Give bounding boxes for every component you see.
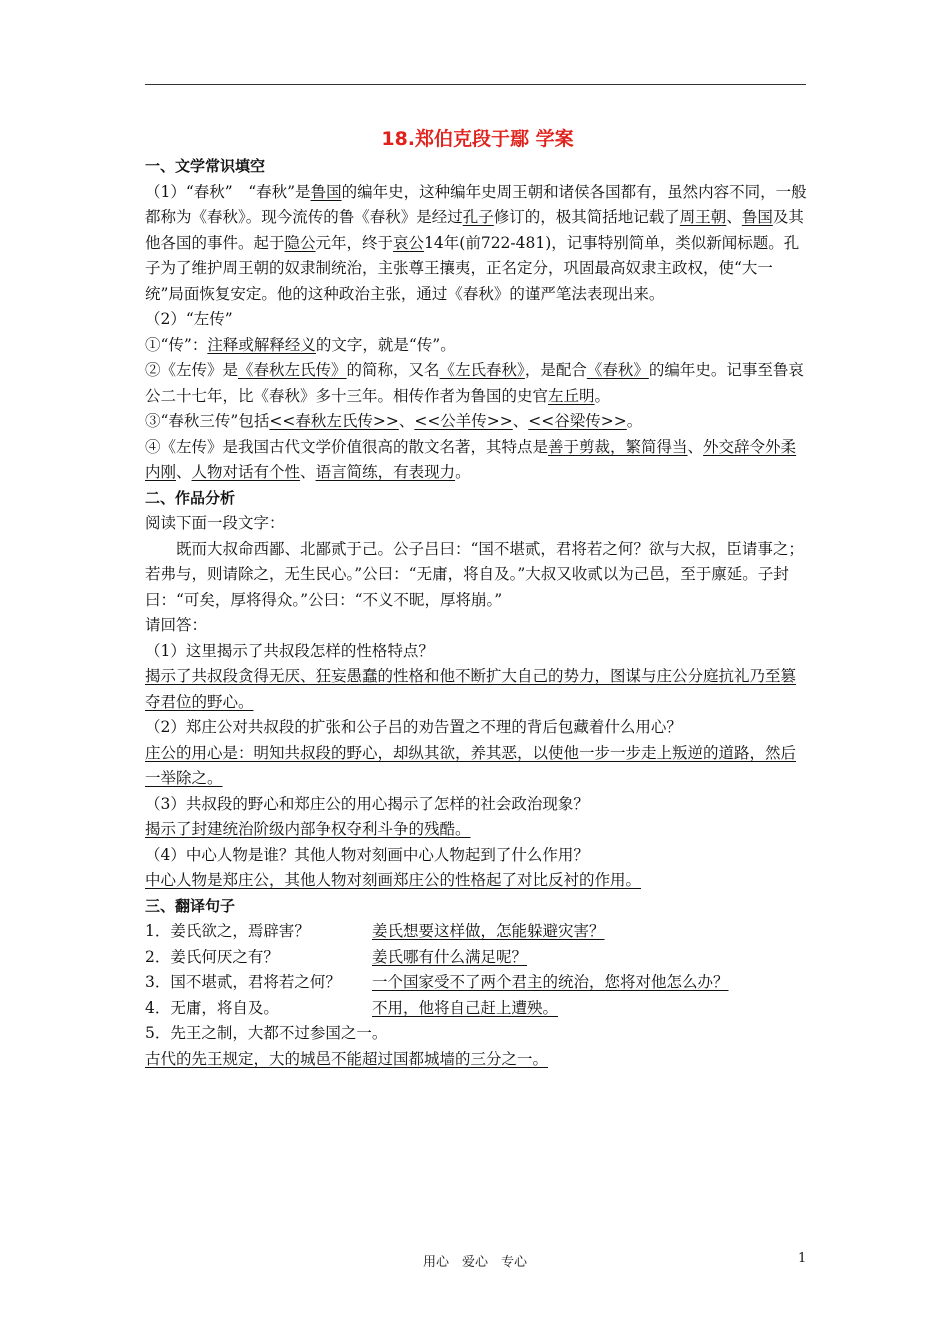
paragraph-three-commentaries: ③“春秋三传”包括<<春秋左氏传>>、<<公羊传>>、<<谷梁传>>。: [145, 412, 643, 430]
blank-answer: 《春秋左氏传》: [238, 361, 347, 379]
paragraph-zhuan: ①“传”：注释或解释经义的文字，就是“传”。: [145, 335, 456, 354]
question: （3）共叔段的野心和郑庄公的用心揭示了怎样的社会政治现象？: [145, 794, 589, 813]
blank-answer: 外交辞令外柔内刚: [145, 437, 797, 481]
blank-answer: <<公羊传>>: [414, 412, 513, 430]
translation-answer: 姜氏想要这样做，怎能躲避灾害？: [372, 922, 605, 940]
answer: 揭示了共叔段贪得无厌、狂妄愚蠢的性格和他不断扩大自己的势力，图谋与庄公分庭抗礼乃至篡夺君位的野心。: [145, 667, 797, 711]
section-heading-translation: 三、翻译句子: [145, 896, 236, 915]
page-number: 1: [798, 1251, 807, 1266]
translation-source: 4．无庸，将自及。: [145, 998, 279, 1017]
header-rule: [145, 84, 806, 85]
blank-answer: 周王朝: [679, 208, 727, 226]
analysis-intro: 阅读下面一段文字：: [145, 514, 285, 532]
section-heading-analysis: 二、作品分析: [145, 488, 236, 507]
document-body: [145, 126, 810, 1072]
blank-answer: 注释或解释经义: [207, 335, 316, 354]
blank-answer: 善于剪裁，繁简得当: [548, 437, 688, 456]
blank-answer: 《左氏春秋》: [439, 361, 525, 379]
translation-source: 1．姜氏欲之，焉辟害？: [145, 922, 310, 940]
translation-row: [145, 970, 810, 996]
translation-source: 2．姜氏何厌之有？: [145, 947, 279, 966]
blank-answer: 《春秋》: [586, 361, 649, 379]
translation-answer: 不用，他将自己赶上遭殃。: [372, 998, 559, 1017]
page-title: 18.郑伯克段于鄢 学案: [381, 128, 574, 150]
translation-row: [145, 996, 810, 1022]
blank-answer: 鲁国: [310, 182, 342, 201]
paragraph-features: ④《左传》是我国古代文学价值很高的散文名著，其特点是善于剪裁，繁简得当、外交辞令外柔内刚、人物对话有个性、语言简练，有表现力。: [145, 437, 797, 481]
answer: 中心人物是郑庄公，其他人物对刻画郑庄公的性格起了对比反衬的作用。: [145, 871, 642, 889]
answer: 揭示了封建统治阶级内部争权夺利斗争的残酷。: [145, 820, 471, 838]
translation-source: 3．国不堪贰，君将若之何？: [145, 973, 341, 991]
blank-answer: 左丘明: [548, 386, 595, 405]
blank-answer: 语言简练，有表现力: [315, 463, 456, 481]
translation-answer: 姜氏哪有什么满足呢？: [372, 947, 528, 966]
blank-answer: <<谷梁传>>: [528, 412, 627, 430]
question: （1）这里揭示了共叔段怎样的性格特点？: [145, 641, 434, 660]
paragraph-zuozhuan: ②《左传》是《春秋左氏传》的简称，又名《左氏春秋》，是配合《春秋》的编年史。记事至鲁哀公二十七年，比《春秋》多十三年。相传作者为鲁国的史官左丘明。: [145, 361, 804, 405]
blank-answer: 孔子: [462, 208, 494, 226]
translation-row: [145, 945, 810, 971]
blank-answer: 隐公: [284, 233, 316, 252]
question: （4）中心人物是谁？其他人物对刻画中心人物起到了什么作用？: [145, 845, 589, 864]
translation-row: [145, 919, 810, 945]
blank-answer: <<春秋左氏传>>: [269, 412, 399, 430]
answer: 庄公的用心是：明知共叔段的野心，却纵其欲，养其恶，以使他一步一步走上叛逆的道路，然后一举除之。: [145, 743, 797, 787]
blank-answer: 鲁国: [741, 208, 773, 226]
translation-answer: 古代的先王规定，大的城邑不能超过国都城墙的三分之一。: [145, 1049, 549, 1068]
blank-answer: 人物对话有个性: [191, 463, 301, 481]
blank-answer: 哀公: [393, 233, 425, 252]
reading-passage: 既而大叔命西鄙、北鄙贰于己。公子吕曰：“国不堪贰，君将若之何？欲与大叔，臣请事之；若弗与，则请除之，无生民心。”公曰：“无庸，将自及。”大叔又收贰以为己邑，至于廪延。子封曰：“可矣，厚将得众。”公曰：“不义不昵，厚将崩。”: [145, 539, 804, 609]
paragraph-chunqiu: （1）“春秋” “春秋”是鲁国的编年史，这种编年史周王朝和诸侯各国都有，虽然内容不同，一般都称为《春秋》。现今流传的鲁《春秋》是经过孔子修订的，极其简括地记载了周王朝、鲁国及其他各国的事件。起于隐公元年，终于哀公14年(前722-481)，记事特别简单，类似新闻标题。孔子为了维护周王朝的奴隶制统治，主张尊王攘夷，正名定分，巩固最高奴隶主政权，使“大一统”局面恢复安定。他的这种政治主张，通过《春秋》的谨严笔法表现出来。: [145, 182, 807, 303]
translation-answer: 一个国家受不了两个君主的统治，您将对他怎么办？: [372, 973, 729, 991]
translation-source: 5．先王之制，大都不过参国之一。: [145, 1024, 388, 1042]
footer-motto: 用心 爱心 专心: [422, 1255, 527, 1270]
section-heading-literature: 一、文学常识填空: [145, 157, 266, 175]
analysis-prompt: 请回答：: [145, 616, 208, 634]
paragraph-zuozhuan-label: （2）“左传”: [145, 310, 233, 328]
question: （2）郑庄公对共叔段的扩张和公子吕的劝告置之不理的背后包藏着什么用心？: [145, 718, 682, 736]
